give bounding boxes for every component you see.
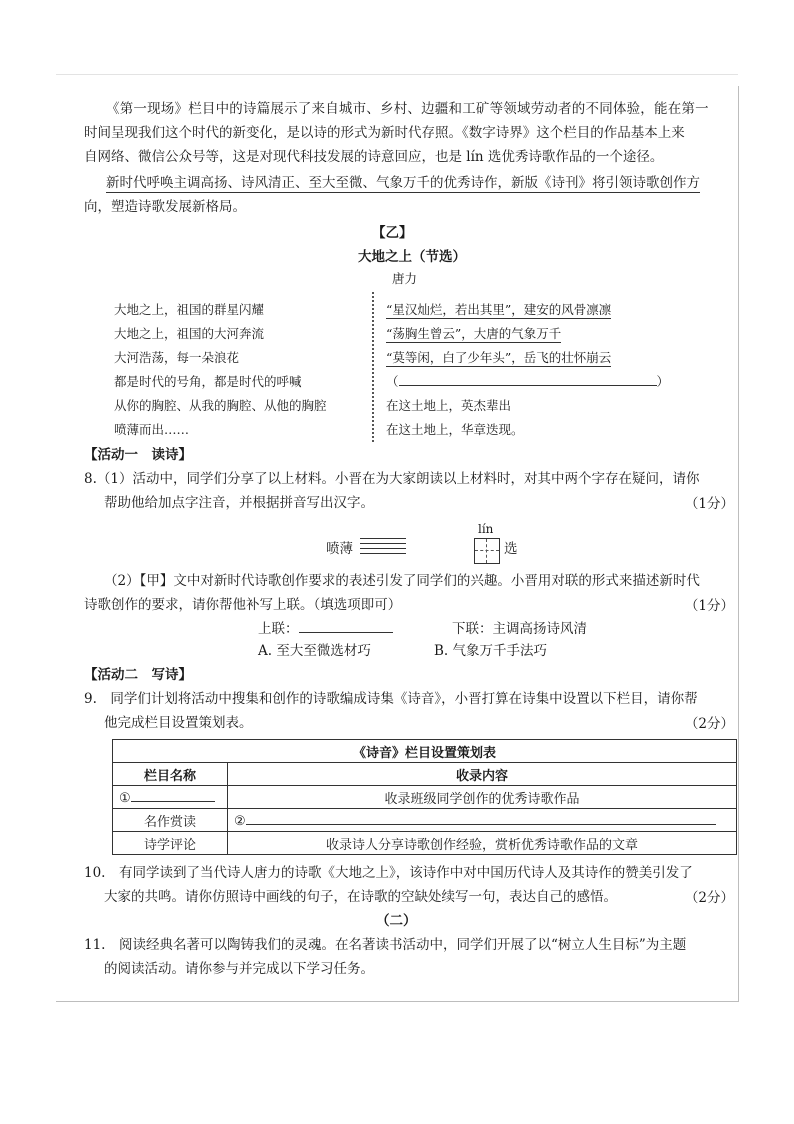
poem-left-line: 大河浩荡，每一朵浪花 [114, 350, 240, 365]
poem-left-line: 大地之上，祖国的群星闪耀 [114, 302, 265, 317]
passage-line-2: 时间呈现我们这个时代的新变化，是以诗的形式为新时代存照。《数字诗界》这个栏目的作品基本上来 [84, 125, 685, 141]
underlined-sentence: 新时代呼唤主调高扬、诗风清正、至大至微、气象万千的优秀诗作，新版《诗刊》将引领诗歌创作方 [106, 175, 700, 191]
pinyin-lin: lín [478, 522, 494, 536]
underlined-poem-line: “星汉灿烂，若出其里”，建安的风骨凛凛 [386, 302, 612, 317]
table-cell: 收录班级同学创作的优秀诗歌作品 [228, 786, 737, 809]
q9-score: （2分） [684, 716, 734, 732]
q11-line-1: 11. 阅读经典名著可以陶铸我们的灵魂。在名著读书活动中，同学们开展了以“树立人生目标”为主题 [84, 937, 687, 953]
poem-right-line [386, 298, 611, 322]
circle-2: ② [234, 813, 246, 829]
upper-couplet-blank[interactable] [299, 618, 393, 633]
poem-author: 唐力 [392, 271, 418, 286]
table-cell-blank-2[interactable] [228, 809, 737, 832]
plan-table [112, 739, 737, 855]
pinyin-answer-lines[interactable] [360, 538, 406, 560]
passage-line-1: 《第一现场》栏目中的诗篇展示了来自城市、乡村、边疆和工矿等领域劳动者的不同体验，能在第一 [106, 101, 709, 117]
table-cell: 诗学评论 [113, 832, 228, 855]
table-cell-blank-1[interactable] [113, 786, 228, 809]
underlined-poem-line: “莫等闲，白了少年头”，岳飞的壮怀崩云 [386, 350, 612, 365]
poem-right-line: 在这土地上，华章迭现。 [386, 422, 524, 437]
option-b: B. 气象万千手法巧 [434, 643, 548, 659]
word-pen-bao: 喷薄 [326, 541, 353, 557]
poem-column-divider [372, 292, 374, 442]
activity-1-label: 【活动一 读诗】 [84, 447, 192, 463]
section-er-heading: （二） [376, 913, 417, 929]
q10-score: （2分） [684, 890, 734, 906]
char-xuan: 选 [504, 541, 518, 557]
poem-blank-line[interactable] [386, 370, 669, 394]
passage-line-5: 向，塑造诗歌发展新格局。 [84, 199, 246, 215]
q8-line-4: 诗歌创作的要求，请你帮他补写上联。（填选项即可） [84, 597, 402, 613]
poem-answer-blank[interactable] [399, 371, 657, 386]
couplet-upper [258, 618, 393, 640]
poem-left-line: 都是时代的号角，都是时代的呼喊 [114, 374, 302, 389]
poem-left-line: 喷薄而出…… [114, 422, 190, 437]
poem-left-line: 大地之上，祖国的大河奔流 [114, 326, 265, 341]
q11-line-2: 的阅读活动。请你参与并完成以下学习任务。 [104, 961, 374, 977]
passage-line-3: 自网络、微信公众号等，这是对现代科技发展的诗意回应，也是 lín 选优秀诗歌作品的一个途径。 [84, 149, 664, 165]
underlined-poem-line: “荡胸生曾云”，大唐的气象万千 [386, 326, 562, 341]
circle-1: ① [119, 790, 131, 806]
table-row [113, 786, 737, 809]
activity-2-label: 【活动二 写诗】 [84, 667, 192, 683]
poem-right-line [386, 346, 611, 370]
q9-line-1: 9. 同学们计划将活动中搜集和创作的诗歌编成诗集《诗音》，小晋打算在诗集中设置以下栏目，请你帮 [84, 691, 698, 707]
table-header-name: 栏目名称 [113, 763, 228, 786]
passage-line-4 [106, 172, 700, 194]
table-cell: 名作赏读 [113, 809, 228, 832]
table-header-content: 收录内容 [228, 763, 737, 786]
answer-blank-2[interactable] [246, 812, 716, 825]
q8-score-1: （1分） [684, 496, 734, 512]
q8-line-3: （2）【甲】文中对新时代诗歌创作要求的表述引发了同学们的兴趣。小晋用对联的形式来描述新时代 [104, 573, 700, 589]
q8-line-2: 帮助他给加点字注音，并根据拼音写出汉字。 [104, 495, 374, 511]
poem-title: 大地之上（节选） [358, 249, 466, 265]
table-row [113, 809, 737, 832]
q9-line-2: 他完成栏目设置策划表。 [104, 715, 253, 731]
q8-line-1: 8.（1）活动中，同学们分享了以上材料。小晋在为大家朗读以上材料时，对其中两个字存在疑问，请你 [84, 471, 700, 487]
q8-score-2: （1分） [684, 598, 734, 614]
section-yi-label: 【乙】 [372, 225, 413, 241]
poem-left-line: 从你的胸腔、从我的胸腔、从他的胸腔 [114, 398, 327, 413]
table-cell: 收录诗人分享诗歌创作经验，赏析优秀诗歌作品的文章 [228, 832, 737, 855]
table-title: 《诗音》栏目设置策划表 [113, 740, 737, 763]
open-paren: （ [386, 374, 399, 389]
close-paren: ） [656, 374, 670, 389]
couplet-lower: 下联：主调高扬诗风清 [452, 621, 587, 637]
character-writing-box[interactable] [474, 538, 500, 564]
q10-line-1: 10. 有同学读到了当代诗人唐力的诗歌《大地之上》，该诗作中对中国历代诗人及其诗作的赞美引发了 [84, 865, 693, 881]
poem-right-line [386, 322, 561, 346]
poem-right-line: 在这土地上，英杰辈出 [386, 398, 512, 413]
page-top-edge [56, 74, 738, 81]
q10-line-2: 大家的共鸣。请你仿照诗中画线的句子，在诗歌的空缺处续写一句，表达自己的感悟。 [104, 889, 617, 905]
table-row [113, 832, 737, 855]
upper-label: 上联： [258, 621, 299, 637]
option-a: A. 至大至微选材巧 [258, 643, 371, 659]
answer-blank-1[interactable] [131, 789, 215, 802]
